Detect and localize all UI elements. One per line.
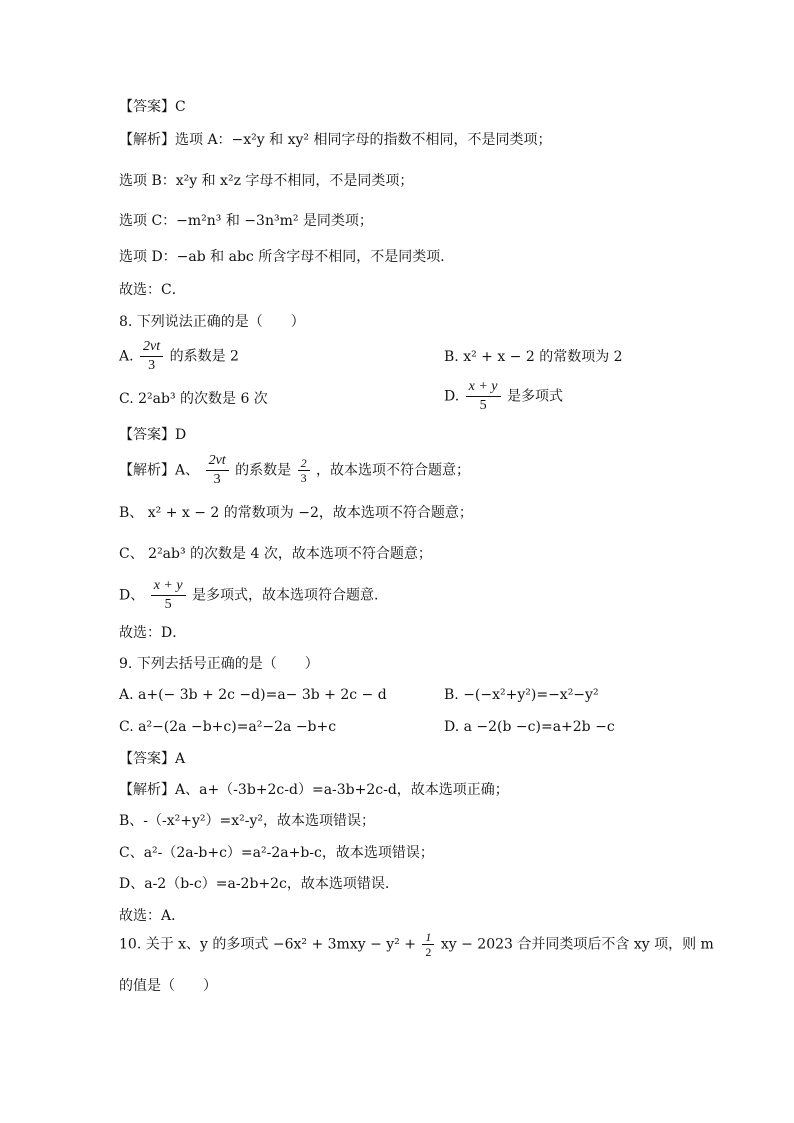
q8-option-d-label: D. — [444, 388, 460, 405]
q8-option-d-numerator: x + y — [466, 378, 501, 397]
analysis-8-d-suffix: 是多项式，故本选项符合题意. — [192, 587, 379, 604]
analysis-8-a-coef-numerator: 2 — [298, 456, 310, 471]
analysis-7-c: 选项 C：−m²n³ 和 −3n³m² 是同类项； — [119, 213, 373, 229]
q8-option-b: B. x² + x − 2 的常数项为 2 — [444, 349, 623, 365]
analysis-8-a-numerator: 2vt — [206, 452, 229, 471]
q8-option-a-numerator: 2vt — [140, 338, 163, 357]
analysis-7-b: 选项 B：x²y 和 x²z 字母不相同，不是同类项； — [119, 173, 414, 189]
question-9: 9. 下列去括号正确的是（ ） — [119, 656, 319, 672]
q8-option-c: C. 2²ab³ 的次数是 6 次 — [119, 391, 268, 407]
question-10-suffix: xy − 2023 合并同类项后不含 xy 项，则 m — [440, 936, 714, 953]
question-10-line-2: 的值是（ ） — [119, 978, 217, 994]
analysis-7-a: 【解析】选项 A：−x²y 和 xy² 相同字母的指数不相同，不是同类项； — [119, 132, 552, 148]
analysis-8-a-middle: 的系数是 — [235, 462, 292, 479]
q9-option-c: C. a²−(2a −b+c)=a²−2a −b+c — [119, 719, 337, 735]
question-10-prefix: 10. 关于 x、y 的多项式 −6x² + 3mxy − y² + — [119, 936, 416, 953]
analysis-9-c: C、a²-（2a-b+c）=a²-2a+b-c，故本选项错误； — [119, 845, 434, 861]
q9-option-a: A. a+(− 3b + 2c −d)=a− 3b + 2c − d — [119, 687, 387, 703]
answer-8: 【答案】D — [119, 427, 187, 443]
analysis-8-a-fraction — [206, 452, 229, 489]
selection-7: 故选：C． — [119, 282, 186, 298]
analysis-8-c: C、 2²ab³ 的次数是 4 次，故本选项不符合题意； — [119, 546, 432, 562]
question-10-numerator: 1 — [422, 930, 434, 945]
analysis-8-a — [119, 452, 470, 489]
q8-option-d — [444, 378, 563, 415]
analysis-8-a-prefix: 【解析】A、 — [119, 462, 200, 479]
analysis-8-d-denominator: 5 — [164, 597, 172, 612]
answer-9: 【答案】A — [119, 751, 186, 767]
analysis-8-d — [119, 577, 378, 614]
q9-option-d: D. a −2(b −c)=a+2b −c — [444, 719, 615, 735]
analysis-9-d: D、a-2（b-c）=a-2b+2c，故本选项错误. — [119, 876, 390, 892]
analysis-8-a-denominator: 3 — [213, 472, 221, 487]
q8-option-d-denominator: 5 — [479, 398, 487, 413]
q8-option-a-text: 的系数是 2 — [169, 348, 239, 365]
question-10-fraction — [422, 930, 434, 959]
analysis-8-a-coef-denominator: 3 — [300, 471, 307, 485]
selection-9: 故选：A． — [119, 908, 186, 924]
analysis-8-d-numerator: x + y — [151, 577, 186, 596]
question-8: 8. 下列说法正确的是（ ） — [119, 314, 305, 330]
analysis-8-a-coefficient — [298, 456, 310, 485]
q9-option-b: B. −(−x²+y²)=−x²−y² — [444, 687, 599, 703]
question-10 — [119, 930, 714, 959]
answer-7: 【答案】C — [119, 99, 186, 115]
analysis-7-d: 选项 D：−ab 和 abc 所含字母不相同，不是同类项． — [119, 249, 455, 265]
q8-option-a-label: A. — [119, 348, 134, 365]
q8-option-a — [119, 338, 239, 375]
selection-8: 故选：D． — [119, 625, 187, 641]
analysis-8-a-suffix: ，故本选项不符合题意； — [316, 462, 471, 479]
analysis-8-b: B、 x² + x − 2 的常数项为 −2，故本选项不符合题意； — [119, 505, 473, 521]
q8-option-d-text: 是多项式 — [506, 388, 563, 405]
analysis-9-a: 【解析】A、a+（-3b+2c-d）=a-3b+2c-d，故本选项正确； — [119, 782, 509, 798]
analysis-8-d-prefix: D、 — [119, 587, 145, 604]
q8-option-d-fraction — [466, 378, 501, 415]
question-10-denominator: 2 — [425, 945, 432, 959]
analysis-9-b: B、-（-x²+y²）=x²-y²，故本选项错误； — [119, 813, 375, 829]
analysis-8-d-fraction — [151, 577, 186, 614]
q8-option-a-denominator: 3 — [148, 358, 156, 373]
q8-option-a-fraction — [140, 338, 163, 375]
